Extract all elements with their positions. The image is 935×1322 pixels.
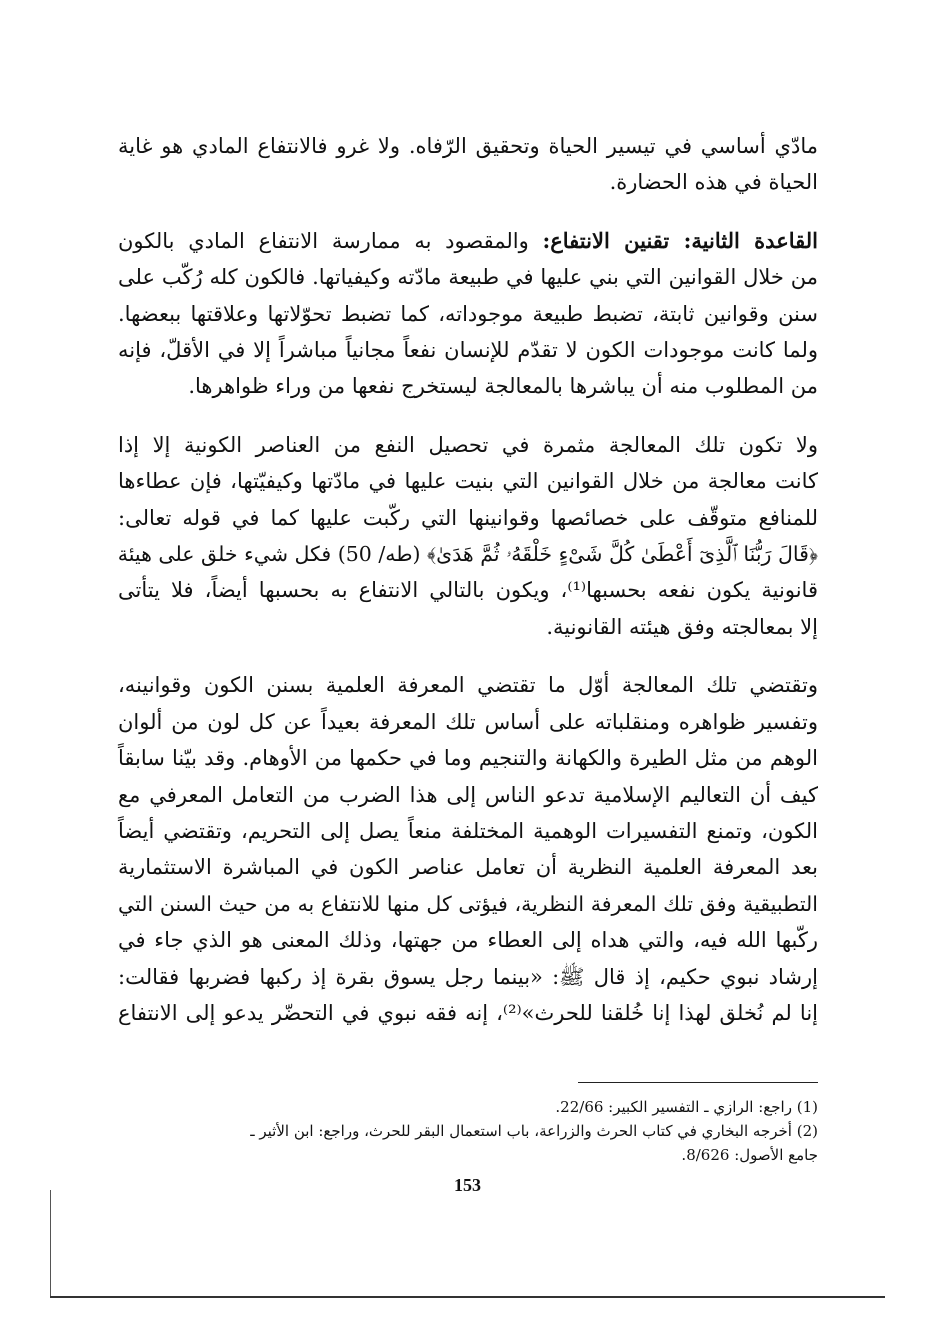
text-line: ولا تكون تلك المعالجة مثمرة في تحصيل النفع من العناصر الكونية إلا إذا — [118, 432, 818, 457]
text-line: التطبيقية وفق تلك المعرفة النظرية، فيؤتى كل منها للانتفاع به من حيث السنن التي — [118, 891, 818, 916]
text-line-with-heading — [118, 223, 818, 259]
text-line: وتقتضي تلك المعالجة أوّل ما تقتضي المعرفة العلمية بسنن الكون وقوانينه، — [118, 673, 818, 698]
text-line: قانونية يكون نفعه بحسبها⁽¹⁾، ويكون بالتالي الانتفاع به بحسبها أيضاً، فلا يتأتى — [118, 578, 818, 603]
rule-heading: القاعدة الثانية: تقنين الانتفاع: — [542, 227, 818, 253]
footnote-2: (2) أخرجه البخاري في كتاب الحرث والزراعة، باب استعمال البقر للحرث، وراجع: ابن الأثير ـ — [250, 1122, 818, 1140]
text-line: كانت معالجة من خلال القوانين التي بنيت عليها في مادّتها وكيفيّتها، فإن عطاءها — [118, 469, 818, 494]
text-line: إلا بمعالجته وفق هيئته القانونية. — [546, 614, 818, 639]
paragraph-2 — [118, 223, 818, 405]
paragraph-3 — [118, 427, 818, 645]
page-number: 153 — [454, 1175, 481, 1195]
text-line: بعد المعرفة العلمية النظرية أن تعامل عناصر الكون في المباشرة الاستثمارية — [118, 855, 818, 880]
footnote-separator — [578, 1082, 818, 1083]
paragraph-1 — [118, 128, 818, 201]
text-line: من خلال القوانين التي بني عليها في طبيعة مادّته وكيفياتها. فالكون كله رُكّب على — [118, 265, 818, 290]
text-line: وتفسير ظواهره ومنقلباته على أساس تلك المعرفة بعيداً عن كل لون من ألوان — [118, 709, 818, 734]
text-line: سنن وقوانين ثابتة، تضبط طبيعة موجوداته، كما تضبط تحوّلاتها وعلاقتها ببعضها. — [118, 301, 818, 326]
quran-verse-line: ﴿قَالَ رَبُّنَا ٱلَّذِىٓ أَعْطَىٰ كُلَّ شَىْءٍ خَلْقَهُۥ ثُمَّ هَدَىٰ﴾ (طه/ 50) فكل شيء خلق على هيئة — [117, 542, 818, 567]
footnote-2-continued: جامع الأصول: 8/626. — [681, 1146, 818, 1164]
text-line: من المطلوب منه أن يباشرها بالمعالجة ليستخرج نفعها من وراء ظواهرها. — [188, 374, 818, 399]
page-body — [118, 128, 818, 1031]
text-line: الوهم من مثل الطيرة والكهانة والتنجيم وما في حكمها من الأوهام. وقد بيّنا سابقاً — [118, 746, 818, 771]
text-line: للمنافع متوقّف على خصائصها وقوانينها التي ركّبت عليها كما في قوله تعالى: — [118, 505, 818, 530]
text-line: مادّي أساسي في تيسير الحياة وتحقيق الرّفاه. ولا غرو فالانتفاع المادي هو غاية — [118, 134, 818, 158]
text-line: إرشاد نبوي حكيم، إذ قال ﷺ: «بينما رجل يسوق بقرة إذ ركبها فضربها فقالت: — [118, 964, 818, 989]
paragraph-4 — [118, 667, 818, 1031]
text-line: الكون، وتمنع التفسيرات الوهمية المختلفة منعاً يصل إلى التحريم، وتقتضي أيضاً — [118, 818, 818, 843]
text-line: ولما كانت موجودات الكون لا تقدّم للإنسان نفعاً مجانياً مباشراً إلا في الأقلّ، فإنه — [118, 338, 818, 363]
scan-edge-line — [50, 1190, 51, 1298]
text-line: كيف أن التعاليم الإسلامية تدعو الناس إلى هذا الضرب من التعامل المعرفي مع — [118, 782, 818, 807]
scan-bottom-line — [50, 1296, 885, 1298]
text-line: الحياة في هذه الحضارة. — [609, 170, 818, 195]
text-line: ركّبها الله فيه، والتي هداه إلى العطاء من جهتها، وذلك المعنى هو الذي جاء في — [118, 928, 818, 953]
text-line: والمقصود به ممارسة الانتفاع المادي بالكون — [118, 228, 529, 253]
text-line: إنا لم نُخلق لهذا إنا خُلقنا للحرث»⁽²⁾، إنه فقه نبوي في التحضّر يدعو إلى الانتفاع — [118, 1000, 819, 1025]
footnotes — [130, 1095, 818, 1167]
footnote-1: (1) راجع: الرازي ـ التفسير الكبير: 22/66. — [555, 1098, 818, 1116]
